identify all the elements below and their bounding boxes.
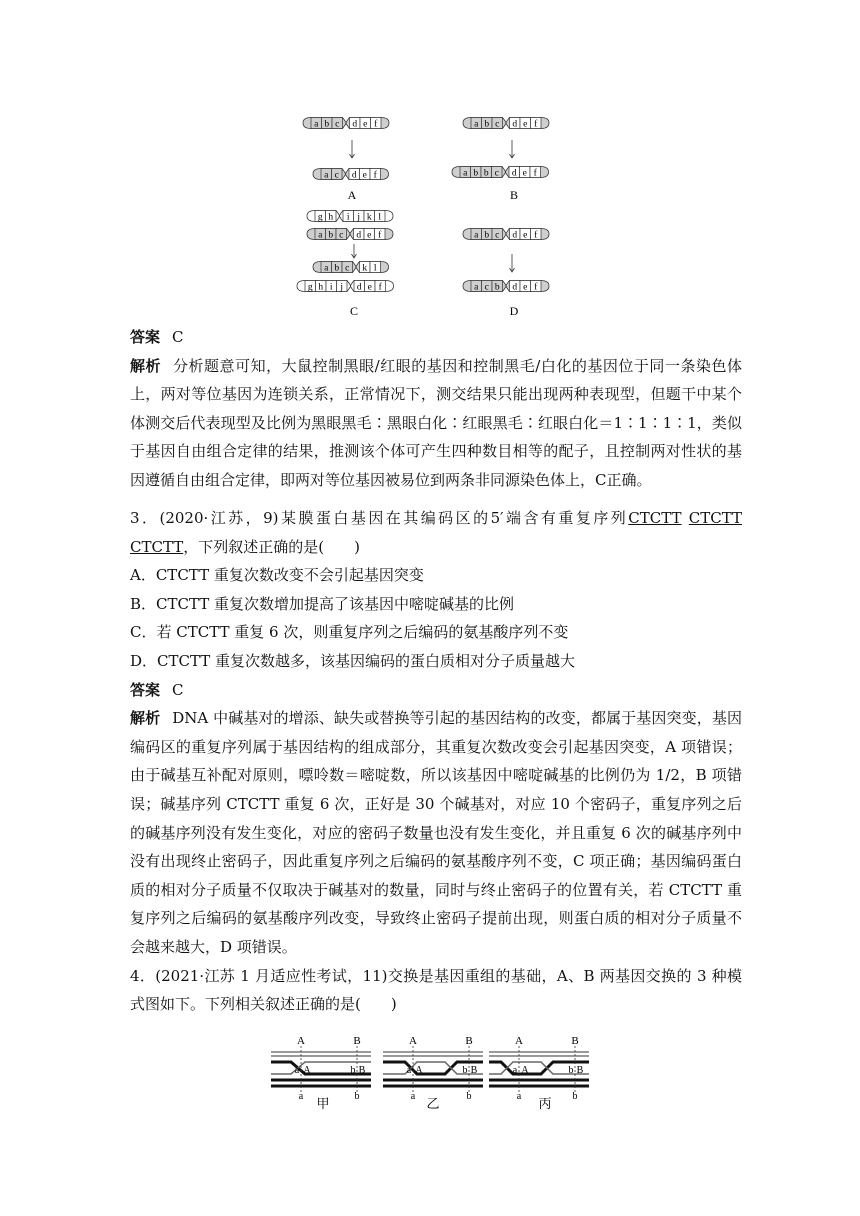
- option-c: C．若 CTCTT 重复 6 次，则重复序列之后编码的氨基酸序列不变: [130, 623, 569, 642]
- analysis-label: 解析: [130, 356, 162, 375]
- question-stem: 3．(2020·江苏，9)某膜蛋白基因在其编码区的5′端含有重复序列CTCTT CTCTT CTCTT，下列叙述正确的是( ): [130, 509, 742, 556]
- gene-label: d: [512, 119, 518, 130]
- gene-label: a: [516, 1091, 522, 1102]
- gene-label: k: [362, 263, 368, 274]
- gene-label: d: [512, 230, 518, 241]
- gene-label: b: [350, 1065, 356, 1076]
- gene-label: f: [534, 119, 538, 130]
- gene-label: B: [571, 1035, 579, 1047]
- gene-label: c: [495, 230, 500, 241]
- analysis-text: 分析题意可知，大鼠控制黑眼/红眼的基因和控制黑毛/白化的基因位于同一条染色体上，两对等位基因为连锁关系，正常情况下，测交结果只能出现两种表现型，但题干中某个体测交后代表现型及比例为黑眼黑毛∶黑眼白化∶红眼黑毛∶红眼白化＝1∶1∶1∶1，类似于基因自由组合定律的结果，推测该个体可产生四种数目相等的配子，且控制两对性状的基因遵循自由组合定律，即两对等位基因被易位到两条非同源染色体上，C正确。: [130, 356, 742, 489]
- question-4-stem: 4．(2021·江苏 1 月适应性考试，11)交换是基因重组的基础，A、B 两基因交换的 3 种模式图如下。下列相关叙述正确的是( ): [130, 966, 742, 1014]
- gene-label: g: [307, 282, 313, 293]
- gene-label: c: [339, 230, 344, 241]
- gene-label: a: [324, 170, 329, 181]
- down-arrow-icon: [510, 140, 515, 158]
- gene-label: f: [534, 230, 538, 241]
- crossover-panel-bing: [489, 1035, 589, 1102]
- repeat-seq: CTCTT: [688, 509, 742, 527]
- panel-a: [303, 118, 389, 181]
- gene-label: a: [410, 1091, 416, 1102]
- panel-label-yi: 乙: [426, 1096, 440, 1111]
- gene-label: e: [523, 282, 528, 293]
- gene-label: j: [357, 212, 361, 223]
- gene-label: B: [465, 1035, 473, 1047]
- chromosome: [303, 118, 389, 130]
- label-d: D: [509, 304, 519, 318]
- analysis-text: DNA 中碱基对的增添、缺失或替换等引起的基因结构的改变，都属于基因突变，基因编码区的重复序列属于基因结构的组成部分，其重复次数改变会引起基因突变，A 项错误；由于碱基互补配对原则，嘌呤数＝嘧啶数，所以该基因中嘧啶碱基的比例仍为 1/2，B 项错误；碱基序列 CTCTT 重复 6 次，正好是 30 个碱基对，对应 10 个密码子，重复序列之后的碱基序列没有发生变化，对应的密码子数量也没有发生变化，并且重复 6 次的碱基序列中没有出现终止密码子，因此重复序列之后编码的氨基酸序列不变，C 项正确；基因编码蛋白质的相对分子质量不仅取决于碱基对的数量，同时与终止密码子的位置有关，若 CTCTT 重复序列之后编码的氨基酸序列改变，导致终止密码子提前出现，则蛋白质的相对分子质量不会越来越大，D 项错误。: [130, 709, 742, 956]
- label-b: B: [509, 188, 519, 202]
- gene-label: A: [515, 1035, 523, 1047]
- chromosome: [307, 229, 393, 241]
- gene-label: c: [334, 170, 339, 181]
- panel-b: [452, 118, 549, 179]
- q2-block: [130, 323, 742, 495]
- gene-label: h: [318, 282, 324, 293]
- panel-label-jia: 甲: [316, 1096, 330, 1111]
- gene-label: A: [409, 1035, 417, 1047]
- option-a: A．CTCTT 重复次数改变不会引起基因突变: [130, 566, 424, 585]
- gene-label: g: [317, 212, 323, 223]
- gene-label: B: [358, 1065, 366, 1076]
- gene-label: a: [474, 230, 479, 241]
- gene-label: e: [522, 168, 527, 179]
- gene-label: l: [373, 263, 377, 274]
- crossover-panel-yi: [383, 1035, 483, 1102]
- gene-label: b: [473, 168, 479, 179]
- repeat-seq: CTCTT: [628, 509, 682, 527]
- label-c: C: [349, 304, 359, 318]
- gene-label: i: [329, 282, 333, 293]
- gene-label: b: [572, 1091, 578, 1102]
- repeat-seq: CTCTT: [130, 537, 184, 556]
- down-arrow-icon: [350, 140, 355, 158]
- gene-label: A: [303, 1065, 311, 1076]
- gene-label: a: [318, 230, 323, 241]
- gene-label: d: [356, 282, 362, 293]
- chromosome: [463, 229, 549, 241]
- gene-label: e: [523, 230, 528, 241]
- gene-label: d: [356, 230, 362, 241]
- gene-label: a: [314, 119, 319, 130]
- chromosome: [307, 211, 393, 223]
- gene-label: b: [483, 168, 489, 179]
- down-arrow-icon: [352, 244, 357, 258]
- chromosome: [463, 281, 549, 293]
- answer-label: 答案: [130, 328, 161, 346]
- chromosome: [452, 167, 549, 179]
- gene-label: d: [352, 119, 358, 130]
- option-d: D．CTCTT 重复次数越多，该基因编码的蛋白质相对分子质量越大: [130, 651, 576, 670]
- gene-label: e: [367, 230, 372, 241]
- gene-label: f: [374, 119, 378, 130]
- answer-value: C: [172, 680, 184, 699]
- gene-label: c: [345, 263, 350, 274]
- gene-label: a: [512, 1065, 518, 1076]
- chromosome: [313, 262, 389, 274]
- gene-label: a: [324, 263, 329, 274]
- gene-label: a: [463, 168, 468, 179]
- gene-label: a: [298, 1091, 304, 1102]
- gene-label: b: [462, 1065, 468, 1076]
- gene-label: f: [378, 282, 382, 293]
- gene-label: d: [512, 282, 518, 293]
- gene-label: f: [534, 282, 538, 293]
- gene-label: i: [346, 212, 350, 223]
- gene-label: f: [378, 230, 382, 241]
- gene-label: h: [328, 212, 334, 223]
- gene-label: d: [511, 168, 517, 179]
- gene-label: B: [353, 1035, 361, 1047]
- gene-label: A: [297, 1035, 305, 1047]
- crossover-figure: [265, 1032, 595, 1114]
- crossover-panel-jia: [271, 1035, 371, 1102]
- gene-label: e: [363, 119, 368, 130]
- gene-label: e: [523, 119, 528, 130]
- gene-label: f: [373, 170, 377, 181]
- gene-label: c: [484, 282, 489, 293]
- gene-label: e: [362, 170, 367, 181]
- gene-label: b: [324, 119, 330, 130]
- gene-label: A: [521, 1065, 529, 1076]
- gene-label: b: [334, 263, 340, 274]
- gene-label: A: [415, 1065, 423, 1076]
- gene-label: c: [335, 119, 340, 130]
- gene-label: b: [484, 119, 490, 130]
- gene-label: b: [466, 1091, 472, 1102]
- gene-label: e: [367, 282, 372, 293]
- gene-label: B: [576, 1065, 584, 1076]
- label-a: A: [347, 188, 357, 202]
- gene-label: l: [378, 212, 382, 223]
- q3-block: [130, 504, 742, 1019]
- gene-label: k: [366, 212, 372, 223]
- chromosome: [313, 169, 389, 181]
- answer-label: 答案: [130, 680, 161, 699]
- gene-label: a: [474, 119, 479, 130]
- gene-label: b: [354, 1091, 360, 1102]
- gene-label: a: [474, 282, 479, 293]
- gene-label: B: [470, 1065, 478, 1076]
- analysis-label: 解析: [130, 709, 161, 728]
- option-b: B．CTCTT 重复次数增加提高了该基因中嘧啶碱基的比例: [130, 594, 515, 613]
- panel-d: [463, 229, 549, 293]
- panel-label-bing: 丙: [538, 1096, 552, 1111]
- gene-label: a: [294, 1065, 300, 1076]
- gene-label: b: [328, 230, 334, 241]
- gene-label: a: [406, 1065, 412, 1076]
- gene-label: b: [484, 230, 490, 241]
- gene-label: f: [533, 168, 537, 179]
- gene-label: d: [351, 170, 357, 181]
- gene-label: j: [340, 282, 344, 293]
- gene-label: c: [495, 119, 500, 130]
- answer-value: C: [172, 328, 184, 346]
- gene-label: c: [494, 168, 499, 179]
- chromosome-figure: [295, 110, 575, 320]
- gene-label: b: [568, 1065, 574, 1076]
- chromosome: [297, 281, 394, 293]
- gene-label: b: [494, 282, 500, 293]
- down-arrow-icon: [510, 254, 515, 272]
- chromosome: [463, 118, 549, 130]
- panel-c: [297, 211, 394, 293]
